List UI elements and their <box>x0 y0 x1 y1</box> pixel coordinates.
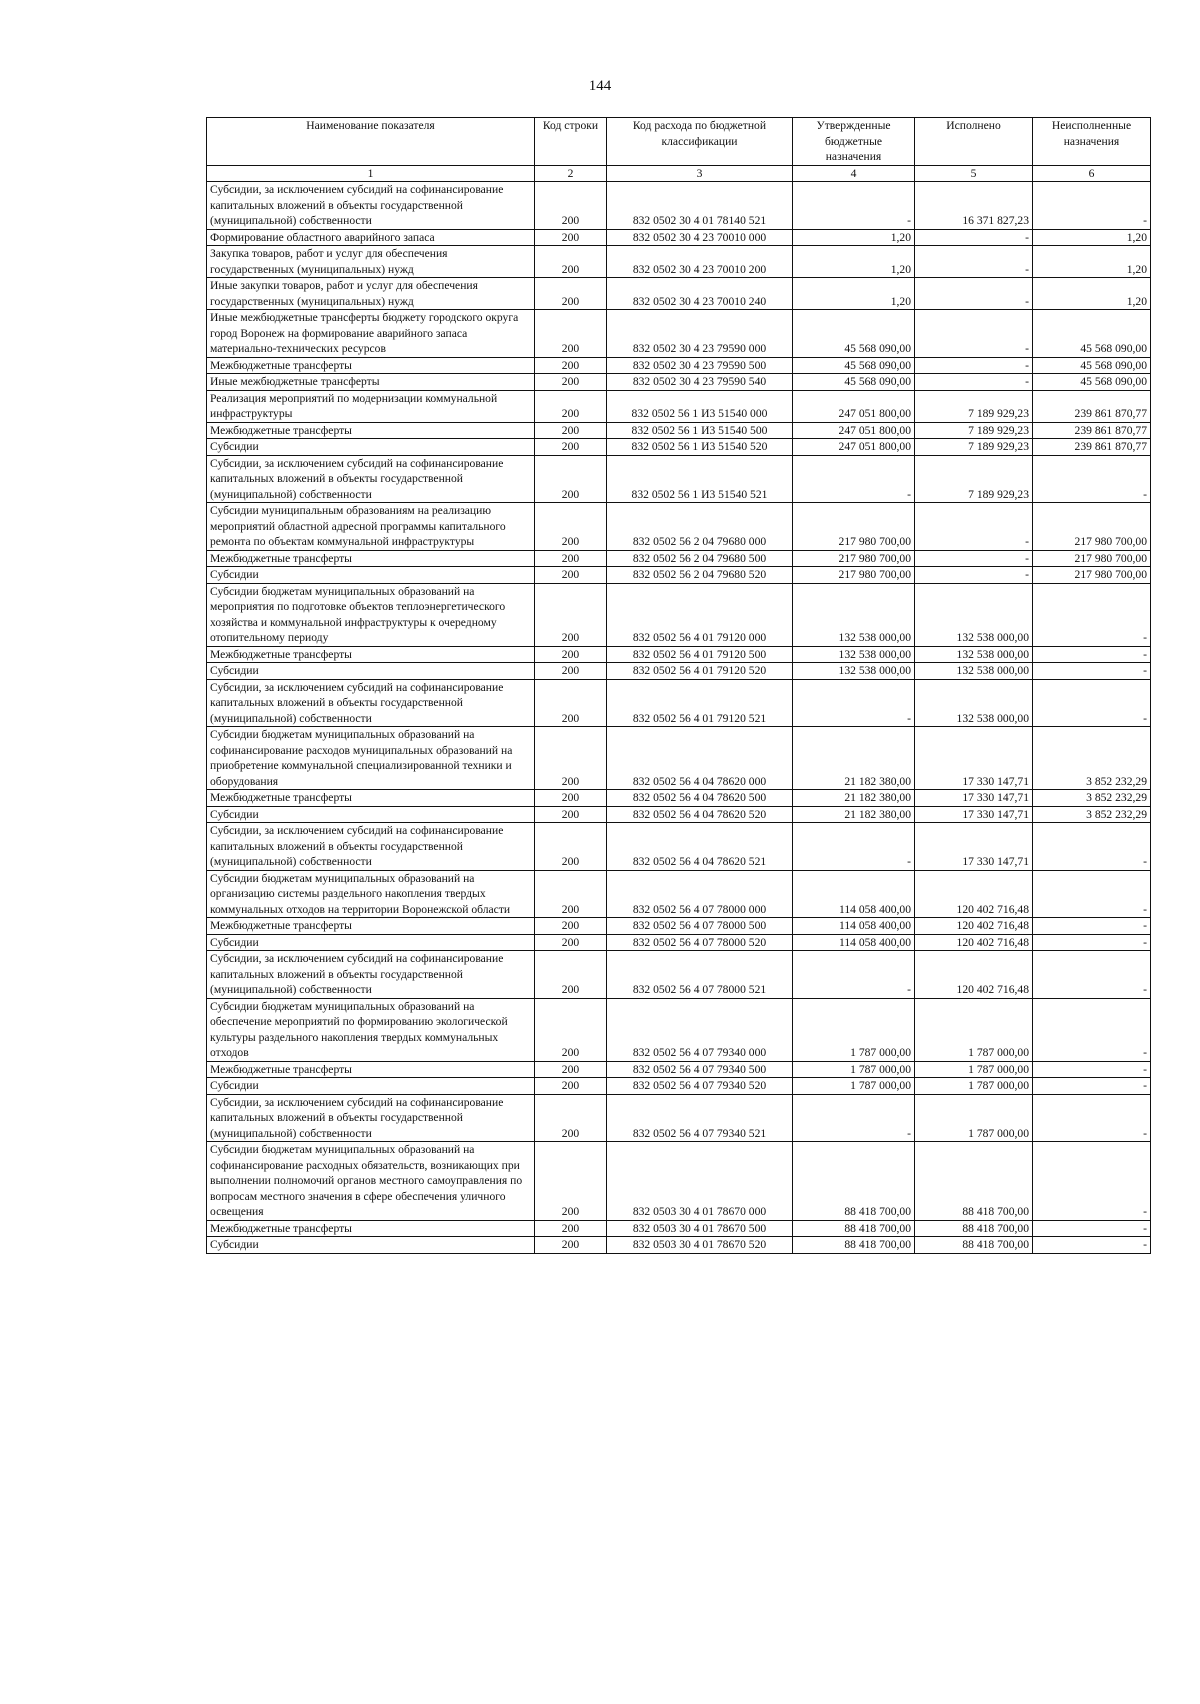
indicator-name-cell: Закупка товаров, работ и услуг для обеспечения государственных (муниципальных) нужд <box>207 246 535 278</box>
unexecuted-amount-cell: 3 852 232,29 <box>1033 806 1151 823</box>
expense-code-cell: 832 0502 30 4 23 79590 540 <box>607 374 793 391</box>
table-row <box>207 823 1151 871</box>
indicator-name-cell: Формирование областного аварийного запаса <box>207 229 535 246</box>
executed-amount-cell: 17 330 147,71 <box>915 806 1033 823</box>
line-code-cell: 200 <box>535 182 607 230</box>
unexecuted-amount-cell: 217 980 700,00 <box>1033 503 1151 551</box>
expense-code-cell: 832 0502 56 2 04 79680 520 <box>607 567 793 584</box>
table-row <box>207 229 1151 246</box>
expense-code-cell: 832 0502 56 4 04 78620 000 <box>607 727 793 790</box>
unexecuted-amount-cell: - <box>1033 1237 1151 1254</box>
table-row <box>207 790 1151 807</box>
line-code-cell: 200 <box>535 422 607 439</box>
approved-amount-cell: 88 418 700,00 <box>793 1142 915 1221</box>
approved-amount-cell: 45 568 090,00 <box>793 357 915 374</box>
approved-amount-cell: 114 058 400,00 <box>793 918 915 935</box>
approved-amount-cell: - <box>793 182 915 230</box>
table-row <box>207 1094 1151 1142</box>
indicator-name-cell: Межбюджетные трансферты <box>207 1061 535 1078</box>
executed-amount-cell: 1 787 000,00 <box>915 1078 1033 1095</box>
executed-amount-cell: - <box>915 229 1033 246</box>
line-code-cell: 200 <box>535 806 607 823</box>
executed-amount-cell: 88 418 700,00 <box>915 1220 1033 1237</box>
approved-amount-cell: - <box>793 951 915 999</box>
table-row <box>207 310 1151 358</box>
indicator-name-cell: Субсидии <box>207 1237 535 1254</box>
line-code-cell: 200 <box>535 278 607 310</box>
line-code-cell: 200 <box>535 1142 607 1221</box>
expense-code-cell: 832 0502 30 4 23 70010 240 <box>607 278 793 310</box>
expense-code-cell: 832 0502 56 4 01 79120 500 <box>607 646 793 663</box>
executed-amount-cell: - <box>915 550 1033 567</box>
table-header-row <box>207 118 1151 166</box>
line-code-cell: 200 <box>535 357 607 374</box>
table-row <box>207 998 1151 1061</box>
approved-amount-cell: 45 568 090,00 <box>793 310 915 358</box>
approved-amount-cell: 247 051 800,00 <box>793 439 915 456</box>
approved-amount-cell: 21 182 380,00 <box>793 790 915 807</box>
executed-amount-cell: 7 189 929,23 <box>915 390 1033 422</box>
executed-amount-cell: - <box>915 278 1033 310</box>
line-code-cell: 200 <box>535 567 607 584</box>
approved-amount-cell: 217 980 700,00 <box>793 550 915 567</box>
expense-code-cell: 832 0502 56 4 07 78000 000 <box>607 870 793 918</box>
expense-code-cell: 832 0502 56 1 И3 51540 000 <box>607 390 793 422</box>
approved-amount-cell: 45 568 090,00 <box>793 374 915 391</box>
table-row <box>207 1078 1151 1095</box>
table-row <box>207 439 1151 456</box>
indicator-name-cell: Реализация мероприятий по модернизации коммунальной инфраструктуры <box>207 390 535 422</box>
unexecuted-amount-cell: 45 568 090,00 <box>1033 374 1151 391</box>
approved-amount-cell: 1,20 <box>793 278 915 310</box>
unexecuted-amount-cell: - <box>1033 663 1151 680</box>
header-executed: Исполнено <box>915 118 1033 166</box>
table-row <box>207 870 1151 918</box>
table-row <box>207 374 1151 391</box>
unexecuted-amount-cell: 3 852 232,29 <box>1033 790 1151 807</box>
table-row <box>207 455 1151 503</box>
table-row <box>207 583 1151 646</box>
unexecuted-amount-cell: - <box>1033 182 1151 230</box>
unexecuted-amount-cell: 45 568 090,00 <box>1033 357 1151 374</box>
indicator-name-cell: Иные межбюджетные трансферты <box>207 374 535 391</box>
unexecuted-amount-cell: - <box>1033 951 1151 999</box>
executed-amount-cell: 120 402 716,48 <box>915 934 1033 951</box>
header-indicator-name: Наименование показателя <box>207 118 535 166</box>
approved-amount-cell: 21 182 380,00 <box>793 727 915 790</box>
indicator-name-cell: Межбюджетные трансферты <box>207 357 535 374</box>
expense-code-cell: 832 0502 56 4 07 79340 000 <box>607 998 793 1061</box>
table-row <box>207 918 1151 935</box>
line-code-cell: 200 <box>535 455 607 503</box>
expense-code-cell: 832 0502 56 4 01 79120 521 <box>607 679 793 727</box>
expense-code-cell: 832 0502 56 4 07 79340 520 <box>607 1078 793 1095</box>
line-code-cell: 200 <box>535 390 607 422</box>
table-row <box>207 422 1151 439</box>
header-unexecuted: Неисполненные назначения <box>1033 118 1151 166</box>
expense-code-cell: 832 0502 30 4 23 70010 200 <box>607 246 793 278</box>
line-code-cell: 200 <box>535 998 607 1061</box>
table-row <box>207 1237 1151 1254</box>
table-row <box>207 390 1151 422</box>
table-row <box>207 550 1151 567</box>
unexecuted-amount-cell: - <box>1033 998 1151 1061</box>
unexecuted-amount-cell: - <box>1033 583 1151 646</box>
executed-amount-cell: - <box>915 503 1033 551</box>
expense-code-cell: 832 0502 56 4 07 79340 521 <box>607 1094 793 1142</box>
executed-amount-cell: 17 330 147,71 <box>915 790 1033 807</box>
header-approved: Утвержденные бюджетные назначения <box>793 118 915 166</box>
page-number: 144 <box>588 78 612 94</box>
unexecuted-amount-cell: - <box>1033 1142 1151 1221</box>
expense-code-cell: 832 0503 30 4 01 78670 520 <box>607 1237 793 1254</box>
indicator-name-cell: Межбюджетные трансферты <box>207 422 535 439</box>
executed-amount-cell: 132 538 000,00 <box>915 583 1033 646</box>
expense-code-cell: 832 0502 30 4 01 78140 521 <box>607 182 793 230</box>
approved-amount-cell: 21 182 380,00 <box>793 806 915 823</box>
line-code-cell: 200 <box>535 1220 607 1237</box>
approved-amount-cell: 1 787 000,00 <box>793 998 915 1061</box>
executed-amount-cell: 132 538 000,00 <box>915 663 1033 680</box>
column-number: 4 <box>793 165 915 182</box>
table-row <box>207 503 1151 551</box>
column-number: 6 <box>1033 165 1151 182</box>
approved-amount-cell: - <box>793 1094 915 1142</box>
executed-amount-cell: 120 402 716,48 <box>915 918 1033 935</box>
indicator-name-cell: Субсидии, за исключением субсидий на софинансирование капитальных вложений в объекты государственной (муниципальной) собственности <box>207 182 535 230</box>
approved-amount-cell: 1 787 000,00 <box>793 1078 915 1095</box>
executed-amount-cell: 1 787 000,00 <box>915 1094 1033 1142</box>
indicator-name-cell: Межбюджетные трансферты <box>207 1220 535 1237</box>
indicator-name-cell: Субсидии <box>207 439 535 456</box>
line-code-cell: 200 <box>535 310 607 358</box>
indicator-name-cell: Субсидии <box>207 934 535 951</box>
table-body <box>207 182 1151 1254</box>
unexecuted-amount-cell: 45 568 090,00 <box>1033 310 1151 358</box>
line-code-cell: 200 <box>535 1078 607 1095</box>
indicator-name-cell: Субсидии бюджетам муниципальных образований на мероприятия по подготовке объектов теплоэнергетического хозяйства и коммунальной инфраструктуры к очередному отопительному периоду <box>207 583 535 646</box>
table-row <box>207 727 1151 790</box>
indicator-name-cell: Субсидии, за исключением субсидий на софинансирование капитальных вложений в объекты государственной (муниципальной) собственности <box>207 823 535 871</box>
expense-code-cell: 832 0502 56 2 04 79680 500 <box>607 550 793 567</box>
executed-amount-cell: 88 418 700,00 <box>915 1142 1033 1221</box>
unexecuted-amount-cell: - <box>1033 679 1151 727</box>
header-expense-code: Код расхода по бюджетной классификации <box>607 118 793 166</box>
line-code-cell: 200 <box>535 1061 607 1078</box>
approved-amount-cell: - <box>793 679 915 727</box>
unexecuted-amount-cell: 1,20 <box>1033 229 1151 246</box>
indicator-name-cell: Субсидии муниципальным образованиям на реализацию мероприятий областной адресной программы капитального ремонта по объектам коммунальной инфраструктуры <box>207 503 535 551</box>
indicator-name-cell: Иные межбюджетные трансферты бюджету городского округа город Воронеж на формирование аварийного запаса материально-технических ресурсов <box>207 310 535 358</box>
line-code-cell: 200 <box>535 663 607 680</box>
unexecuted-amount-cell: 217 980 700,00 <box>1033 550 1151 567</box>
unexecuted-amount-cell: 1,20 <box>1033 278 1151 310</box>
expense-code-cell: 832 0502 56 4 04 78620 500 <box>607 790 793 807</box>
expense-code-cell: 832 0502 56 1 И3 51540 500 <box>607 422 793 439</box>
column-number: 1 <box>207 165 535 182</box>
indicator-name-cell: Межбюджетные трансферты <box>207 918 535 935</box>
approved-amount-cell: 114 058 400,00 <box>793 934 915 951</box>
table-row <box>207 357 1151 374</box>
line-code-cell: 200 <box>535 1237 607 1254</box>
table-row <box>207 567 1151 584</box>
indicator-name-cell: Субсидии бюджетам муниципальных образований на софинансирование расходов муниципальных образований на приобретение коммунальной специализированной техники и оборудования <box>207 727 535 790</box>
expense-code-cell: 832 0502 56 4 07 79340 500 <box>607 1061 793 1078</box>
executed-amount-cell: - <box>915 567 1033 584</box>
approved-amount-cell: 132 538 000,00 <box>793 663 915 680</box>
expense-code-cell: 832 0503 30 4 01 78670 000 <box>607 1142 793 1221</box>
approved-amount-cell: 247 051 800,00 <box>793 390 915 422</box>
executed-amount-cell: 1 787 000,00 <box>915 998 1033 1061</box>
indicator-name-cell: Иные закупки товаров, работ и услуг для обеспечения государственных (муниципальных) нужд <box>207 278 535 310</box>
unexecuted-amount-cell: - <box>1033 1061 1151 1078</box>
expense-code-cell: 832 0502 56 1 И3 51540 521 <box>607 455 793 503</box>
unexecuted-amount-cell: 3 852 232,29 <box>1033 727 1151 790</box>
table-row <box>207 806 1151 823</box>
executed-amount-cell: 120 402 716,48 <box>915 870 1033 918</box>
approved-amount-cell: 217 980 700,00 <box>793 503 915 551</box>
expense-code-cell: 832 0502 30 4 23 79590 500 <box>607 357 793 374</box>
expense-code-cell: 832 0502 56 4 04 78620 521 <box>607 823 793 871</box>
expense-code-cell: 832 0502 30 4 23 79590 000 <box>607 310 793 358</box>
indicator-name-cell: Субсидии, за исключением субсидий на софинансирование капитальных вложений в объекты государственной (муниципальной) собственности <box>207 1094 535 1142</box>
indicator-name-cell: Субсидии бюджетам муниципальных образований на обеспечение мероприятий по формированию экологической культуры раздельного накопления твердых коммунальных отходов <box>207 998 535 1061</box>
unexecuted-amount-cell: 239 861 870,77 <box>1033 422 1151 439</box>
unexecuted-amount-cell: - <box>1033 1078 1151 1095</box>
column-number: 2 <box>535 165 607 182</box>
line-code-cell: 200 <box>535 679 607 727</box>
approved-amount-cell: 88 418 700,00 <box>793 1220 915 1237</box>
line-code-cell: 200 <box>535 503 607 551</box>
line-code-cell: 200 <box>535 951 607 999</box>
unexecuted-amount-cell: - <box>1033 934 1151 951</box>
indicator-name-cell: Субсидии <box>207 806 535 823</box>
indicator-name-cell: Межбюджетные трансферты <box>207 550 535 567</box>
executed-amount-cell: 7 189 929,23 <box>915 439 1033 456</box>
executed-amount-cell: - <box>915 246 1033 278</box>
approved-amount-cell: 114 058 400,00 <box>793 870 915 918</box>
approved-amount-cell: - <box>793 455 915 503</box>
expense-code-cell: 832 0503 30 4 01 78670 500 <box>607 1220 793 1237</box>
unexecuted-amount-cell: 1,20 <box>1033 246 1151 278</box>
line-code-cell: 200 <box>535 550 607 567</box>
budget-execution-table <box>206 117 1151 1254</box>
approved-amount-cell: 132 538 000,00 <box>793 583 915 646</box>
expense-code-cell: 832 0502 56 4 07 78000 521 <box>607 951 793 999</box>
line-code-cell: 200 <box>535 918 607 935</box>
line-code-cell: 200 <box>535 934 607 951</box>
line-code-cell: 200 <box>535 870 607 918</box>
approved-amount-cell: - <box>793 823 915 871</box>
executed-amount-cell: 120 402 716,48 <box>915 951 1033 999</box>
approved-amount-cell: 247 051 800,00 <box>793 422 915 439</box>
unexecuted-amount-cell: - <box>1033 1094 1151 1142</box>
expense-code-cell: 832 0502 56 4 07 78000 500 <box>607 918 793 935</box>
executed-amount-cell: 17 330 147,71 <box>915 823 1033 871</box>
executed-amount-cell: - <box>915 357 1033 374</box>
approved-amount-cell: 1 787 000,00 <box>793 1061 915 1078</box>
line-code-cell: 200 <box>535 246 607 278</box>
expense-code-cell: 832 0502 56 4 07 78000 520 <box>607 934 793 951</box>
unexecuted-amount-cell: - <box>1033 823 1151 871</box>
executed-amount-cell: 132 538 000,00 <box>915 646 1033 663</box>
table-row <box>207 246 1151 278</box>
approved-amount-cell: 1,20 <box>793 246 915 278</box>
approved-amount-cell: 1,20 <box>793 229 915 246</box>
indicator-name-cell: Субсидии <box>207 1078 535 1095</box>
table-row <box>207 182 1151 230</box>
line-code-cell: 200 <box>535 439 607 456</box>
table-row <box>207 646 1151 663</box>
indicator-name-cell: Межбюджетные трансферты <box>207 646 535 663</box>
indicator-name-cell: Субсидии <box>207 663 535 680</box>
executed-amount-cell: - <box>915 310 1033 358</box>
line-code-cell: 200 <box>535 374 607 391</box>
table-row <box>207 951 1151 999</box>
indicator-name-cell: Субсидии, за исключением субсидий на софинансирование капитальных вложений в объекты государственной (муниципальной) собственности <box>207 951 535 999</box>
approved-amount-cell: 132 538 000,00 <box>793 646 915 663</box>
indicator-name-cell: Субсидии <box>207 567 535 584</box>
executed-amount-cell: 16 371 827,23 <box>915 182 1033 230</box>
indicator-name-cell: Субсидии, за исключением субсидий на софинансирование капитальных вложений в объекты государственной (муниципальной) собственности <box>207 455 535 503</box>
line-code-cell: 200 <box>535 727 607 790</box>
table-row <box>207 679 1151 727</box>
expense-code-cell: 832 0502 56 4 01 79120 520 <box>607 663 793 680</box>
unexecuted-amount-cell: - <box>1033 870 1151 918</box>
line-code-cell: 200 <box>535 823 607 871</box>
expense-code-cell: 832 0502 30 4 23 70010 000 <box>607 229 793 246</box>
executed-amount-cell: 132 538 000,00 <box>915 679 1033 727</box>
indicator-name-cell: Субсидии бюджетам муниципальных образований на софинансирование расходных обязательств, возникающих при выполнении полномочий органов местного самоуправления по вопросам местного значения в сфере обеспечения уличного освещения <box>207 1142 535 1221</box>
indicator-name-cell: Субсидии бюджетам муниципальных образований на организацию системы раздельного накопления твердых коммунальных отходов на территории Воронежской области <box>207 870 535 918</box>
unexecuted-amount-cell: 239 861 870,77 <box>1033 390 1151 422</box>
indicator-name-cell: Субсидии, за исключением субсидий на софинансирование капитальных вложений в объекты государственной (муниципальной) собственности <box>207 679 535 727</box>
expense-code-cell: 832 0502 56 1 И3 51540 520 <box>607 439 793 456</box>
indicator-name-cell: Межбюджетные трансферты <box>207 790 535 807</box>
line-code-cell: 200 <box>535 583 607 646</box>
table-row <box>207 663 1151 680</box>
table-row <box>207 1142 1151 1221</box>
unexecuted-amount-cell: 239 861 870,77 <box>1033 439 1151 456</box>
column-number: 3 <box>607 165 793 182</box>
expense-code-cell: 832 0502 56 4 04 78620 520 <box>607 806 793 823</box>
unexecuted-amount-cell: 217 980 700,00 <box>1033 567 1151 584</box>
column-number-row <box>207 165 1151 182</box>
line-code-cell: 200 <box>535 790 607 807</box>
line-code-cell: 200 <box>535 1094 607 1142</box>
executed-amount-cell: 7 189 929,23 <box>915 422 1033 439</box>
expense-code-cell: 832 0502 56 2 04 79680 000 <box>607 503 793 551</box>
line-code-cell: 200 <box>535 646 607 663</box>
executed-amount-cell: - <box>915 374 1033 391</box>
table-row <box>207 1220 1151 1237</box>
unexecuted-amount-cell: - <box>1033 918 1151 935</box>
approved-amount-cell: 217 980 700,00 <box>793 567 915 584</box>
column-number: 5 <box>915 165 1033 182</box>
approved-amount-cell: 88 418 700,00 <box>793 1237 915 1254</box>
unexecuted-amount-cell: - <box>1033 1220 1151 1237</box>
executed-amount-cell: 1 787 000,00 <box>915 1061 1033 1078</box>
unexecuted-amount-cell: - <box>1033 646 1151 663</box>
table-row <box>207 278 1151 310</box>
expense-code-cell: 832 0502 56 4 01 79120 000 <box>607 583 793 646</box>
header-line-code: Код строки <box>535 118 607 166</box>
table-row <box>207 1061 1151 1078</box>
line-code-cell: 200 <box>535 229 607 246</box>
unexecuted-amount-cell: - <box>1033 455 1151 503</box>
executed-amount-cell: 17 330 147,71 <box>915 727 1033 790</box>
executed-amount-cell: 7 189 929,23 <box>915 455 1033 503</box>
table-row <box>207 934 1151 951</box>
executed-amount-cell: 88 418 700,00 <box>915 1237 1033 1254</box>
